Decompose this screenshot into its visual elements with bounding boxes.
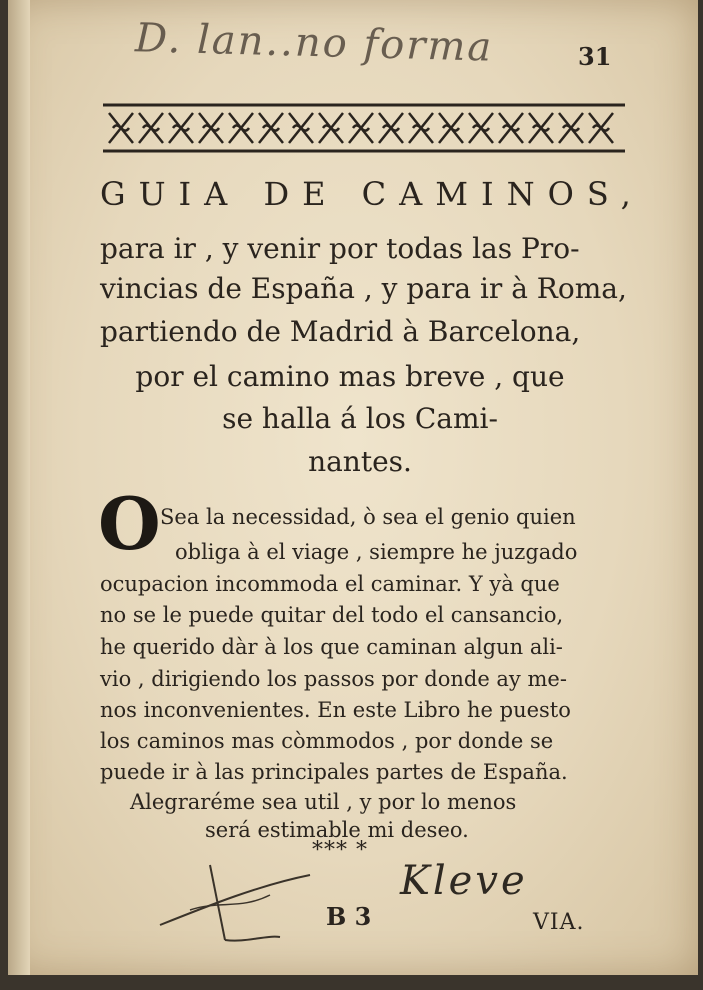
body-line-6: vio , dirigiendo los passos por donde ay me-: [100, 667, 567, 691]
catchword: VIA.: [533, 910, 585, 935]
body-line-4: no se le puede quitar del todo el cansancio,: [100, 603, 564, 627]
handwritten-scribble: [150, 855, 350, 945]
stars-ornament: *** *: [312, 838, 368, 863]
subtitle-line-3: partiendo de Madrid à Barcelona,: [100, 315, 581, 348]
title: GUIA DE CAMINOS,: [100, 175, 644, 213]
body-line-7: nos inconvenientes. En este Libro he puesto: [100, 698, 571, 722]
subtitle-line-5: se halla á los Cami-: [222, 402, 498, 435]
handwritten-signature: Kleve: [400, 858, 528, 904]
page-number: 31: [578, 42, 612, 71]
subtitle-line-1: para ir , y venir por todas las Pro-: [100, 232, 580, 265]
body-line-10: Alegraréme sea util , y por lo menos: [130, 790, 517, 814]
subtitle-line-2: vincias de España , y para ir à Roma,: [100, 272, 627, 305]
page-gutter: [8, 0, 30, 975]
signature-mark: B 3: [326, 902, 372, 931]
body-line-2: obliga à el viage , siempre he juzgado: [175, 540, 578, 564]
body-line-5: he querido dàr à los que caminan algun ali-: [100, 635, 563, 659]
body-line-3: ocupacion incommoda el caminar. Y yà que: [100, 572, 560, 596]
body-line-1: Sea la necessidad, ò sea el genio quien: [160, 505, 576, 529]
body-line-11: será estimable mi deseo.: [205, 818, 469, 842]
ornament-band: [103, 97, 625, 159]
drop-capital: O: [98, 481, 161, 566]
handwritten-inscription: D. lan..no forma: [134, 15, 494, 71]
body-line-8: los caminos mas còmmodos , por donde se: [100, 729, 554, 753]
subtitle-line-4: por el camino mas breve , que: [135, 360, 565, 393]
subtitle-line-6: nantes.: [308, 445, 412, 478]
body-line-9: puede ir à las principales partes de España.: [100, 760, 568, 784]
